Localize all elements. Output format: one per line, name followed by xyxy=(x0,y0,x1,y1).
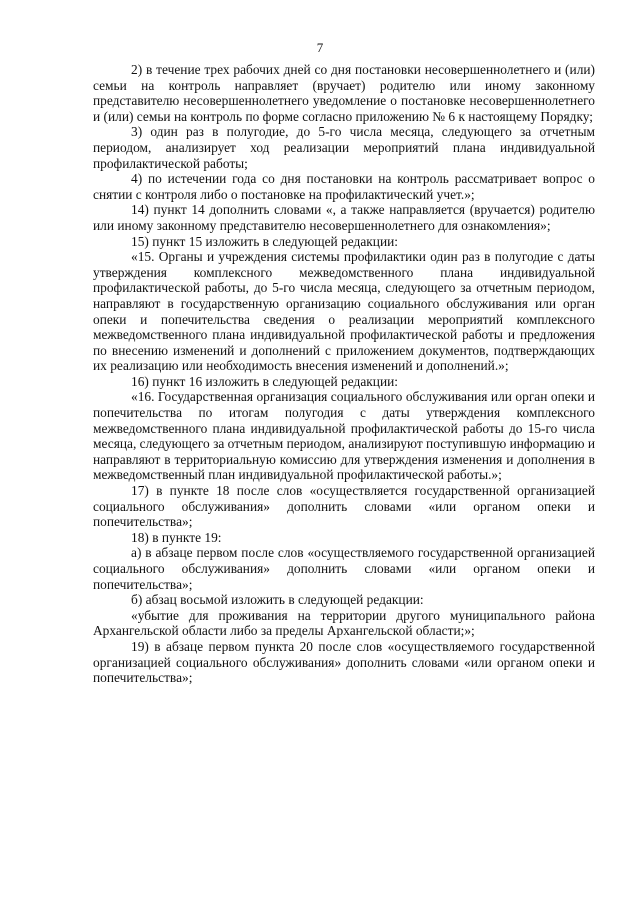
document-body xyxy=(93,62,595,686)
paragraph: 17) в пункте 18 после слов «осуществляется государственной организацией социального обслуживания» дополнить словами «или органом опеки и попечительства»; xyxy=(93,483,595,530)
paragraph: а) в абзаце первом после слов «осуществляемого государственной организацией социального обслуживания» дополнить словами «или органом опеки и попечительства»; xyxy=(93,545,595,592)
paragraph: 18) в пункте 19: xyxy=(131,529,222,545)
paragraph: 15) пункт 15 изложить в следующей редакции: xyxy=(131,233,399,249)
paragraph: 4) по истечении года со дня постановки на контроль рассматривает вопрос о снятии с контроля либо о постановке на профилактический учет.»; xyxy=(93,171,595,202)
paragraph: 16) пункт 16 изложить в следующей редакции: xyxy=(131,373,399,389)
paragraph: «15. Органы и учреждения системы профилактики один раз в полугодие с даты утверждения комплексного межведомственного плана индивидуальной профилактической работы, до 5-го числа месяца, следующего за отчетным периодом, направляют в государственную организацию социального обслуживания или орган опеки и попечительства сведения о реализации мероприятий комплексного межведомственного плана индивидуальной профилактической работы и предложения по внесению изменений и дополнений с приложением документов, подтверждающих их реализацию или необходимость внесения изменений и дополнений.»; xyxy=(93,249,595,374)
page-number: 7 xyxy=(316,40,324,55)
paragraph: 2) в течение трех рабочих дней со дня постановки несовершеннолетнего и (или) семьи на контроль направляет (вручает) родителю или иному законному представителю несовершеннолетнего уведомление о постановке несовершеннолетнего и (или) семьи на контроль по форме согласно приложению № 6 к настоящему Порядку; xyxy=(93,62,595,124)
paragraph: 3) один раз в полугодие, до 5-го числа месяца, следующего за отчетным периодом, анализирует ход реализации мероприятий плана индивидуальной профилактической работы; xyxy=(93,124,595,171)
paragraph: 14) пункт 14 дополнить словами «, а также направляется (вручается) родителю или иному законному представителю несовершеннолетнего для ознакомления»; xyxy=(93,202,595,233)
paragraph: «16. Государственная организация социального обслуживания или орган опеки и попечительства по итогам полугодия с даты утверждения комплексного межведомственного плана индивидуальной профилактической работы до 15-го числа месяца, следующего за отчетным периодом, анализируют поступившую информацию и направляют в территориальную комиссию для утверждения изменения и дополнения в межведомственный план индивидуальной профилактической работы.»; xyxy=(93,389,595,483)
paragraph: б) абзац восьмой изложить в следующей редакции: xyxy=(131,592,424,608)
paragraph: «убытие для проживания на территории другого муниципального района Архангельской области либо за пределы Архангельской области;»; xyxy=(93,607,595,639)
paragraph: 19) в абзаце первом пункта 20 после слов «осуществляемого государственной организацией социального обслуживания» дополнить словами «или органом опеки и попечительства»; xyxy=(93,638,595,686)
